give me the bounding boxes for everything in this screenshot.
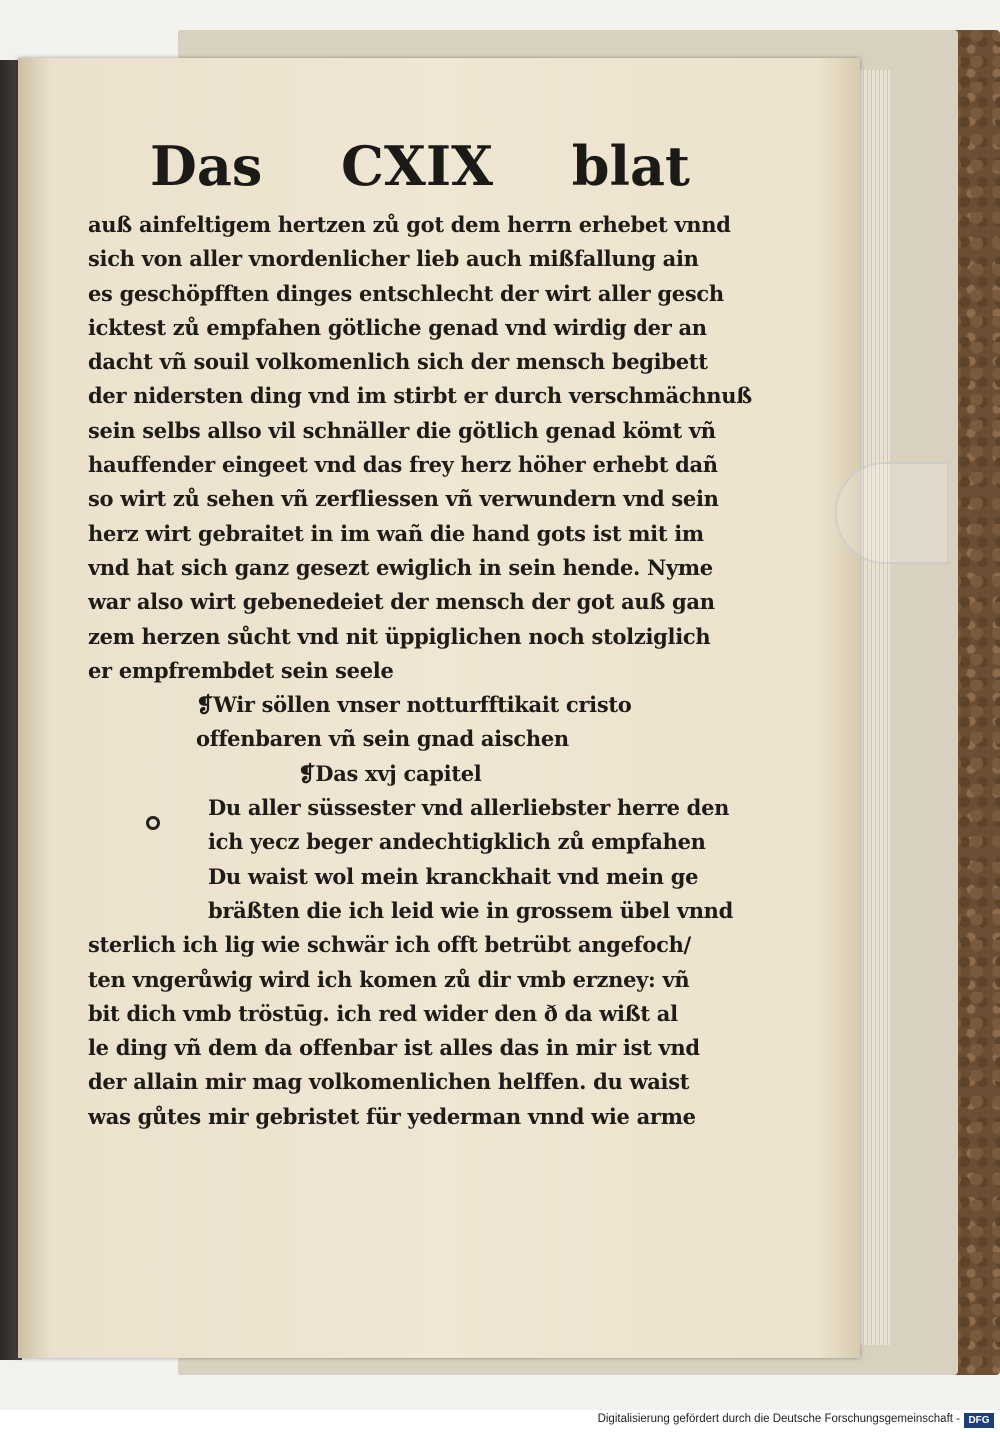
text-line: icktest zů empfahen götliche genad vnd wirdig der an (88, 314, 707, 340)
text-line: auß ainfeltigem hertzen zů got dem herrn erhebet vnnd (88, 212, 731, 237)
text-line: bräßten die ich leid wie in grossem übel vnnd (208, 897, 734, 923)
text-line: was gůtes mir gebristet für yederman vnnd wie arme (88, 1103, 696, 1129)
text-line: es geschöpfften dinges entschlecht der wirt aller gesch (88, 280, 724, 306)
page-clip (835, 462, 949, 564)
text-line: Du aller süssester vnd allerliebster herre den (208, 795, 730, 821)
text-line: er empfrembdet sein seele (88, 657, 394, 683)
text-line: Du waist wol mein kranckhait vnd mein ge (208, 863, 699, 889)
chapter-title: ❡Das xvj capitel (298, 760, 482, 786)
text-line: sein selbs allso vil schnäller die götlich genad kömt vñ (88, 417, 716, 443)
page-stack-edges (860, 70, 890, 1345)
paragraph-1 (88, 208, 758, 688)
text-line: vnd hat sich ganz gesezt ewiglich in sein hende. Nyme (88, 554, 713, 580)
text-line: ich yecz beger andechtigklich zů empfahen (208, 829, 706, 855)
page-body (88, 208, 758, 1134)
text-line: hauffender eingeet vnd das frey herz höher erhebt dañ (88, 452, 718, 478)
page-header (150, 128, 690, 198)
heading-line: ❡Wir söllen vnser notturfftikait cristo (196, 692, 632, 718)
paragraph-2 (88, 928, 758, 1134)
funding-credit: Digitalisierung gefördert durch die Deutsche Forschungsgemeinschaft - (597, 1413, 960, 1425)
section-heading (196, 688, 758, 757)
text-line: war also wirt gebenedeiet der mensch der got auß gan (88, 589, 715, 615)
paragraph-2-indented (208, 791, 758, 928)
text-line: der allain mir mag volkomenlichen helffen. du waist (88, 1069, 690, 1095)
text-line: der nidersten ding vnd im stirbt er durch verschmächnuß (88, 383, 752, 409)
text-line: zem herzen sůcht vnd nit üppiglichen noch stolziglich (88, 623, 711, 649)
text-line: sterlich ich lig wie schwär ich offt betrübt angefoch/ (88, 932, 691, 958)
dfg-logo-icon: DFG (964, 1413, 994, 1428)
text-line: herz wirt gebraitet in im wañ die hand gots ist mit im (88, 520, 704, 546)
text-line: dacht vñ souil volkomenlich sich der mensch begibett (88, 349, 708, 375)
folio-number: CXIX (340, 134, 494, 198)
heading-line: offenbaren vñ sein gnad aischen (196, 726, 569, 752)
text-line: le ding vñ dem da offenbar ist alles das in mir ist vnd (88, 1035, 700, 1061)
header-left: Das (150, 134, 263, 198)
text-line: ten vngerůwig wird ich komen zů dir vmb erzney: vñ (88, 966, 690, 992)
text-line: bit dich vmb tröstūg. ich red wider den ð da wißt al (88, 1000, 678, 1026)
text-line: sich von aller vnordenlicher lieb auch mißfallung ain (88, 246, 699, 272)
text-line: so wirt zů sehen vñ zerfliessen vñ verwundern vnd sein (88, 486, 719, 512)
header-right: blat (571, 134, 690, 198)
